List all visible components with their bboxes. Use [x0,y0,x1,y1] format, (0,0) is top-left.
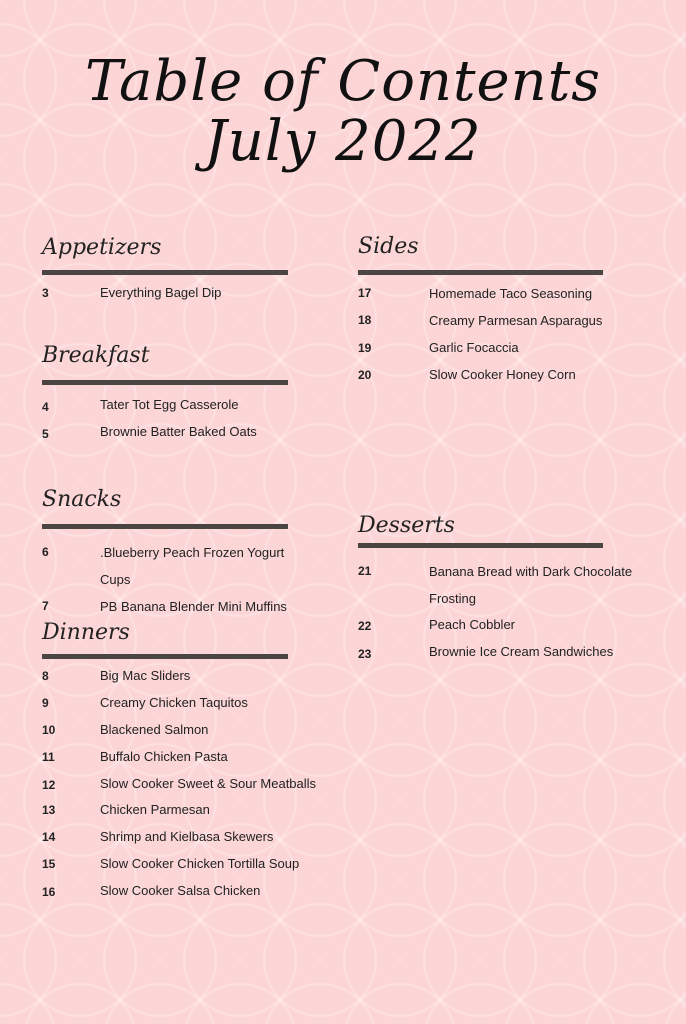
entry-title: Banana Bread with Dark Chocolate [429,564,633,579]
entry-page-number: 15 [42,857,56,871]
entry-title: Slow Cooker Salsa Chicken [100,883,261,898]
entry-title: PB Banana Blender Mini Muffins [100,599,287,614]
entry-page-number: 12 [42,778,56,792]
entry-page-number: 19 [358,341,372,355]
entry-page-number: 14 [42,830,56,844]
entry-page-number: 8 [42,669,49,683]
entry-title-continued: Frosting [429,591,476,606]
entry-title: Tater Tot Egg Casserole [100,397,239,412]
entry-title: .Blueberry Peach Frozen Yogurt [100,545,285,560]
entry-page-number: 6 [42,545,49,559]
entry-page-number: 3 [42,286,49,300]
entry-title: Brownie Batter Baked Oats [100,424,257,439]
section-heading-snacks: Snacks [42,487,122,512]
entry-title: Creamy Parmesan Asparagus [429,313,603,328]
entry-title: Creamy Chicken Taquitos [100,695,248,710]
section-heading-sides: Sides [358,234,419,259]
entry-page-number: 20 [358,368,372,382]
entry-page-number: 11 [42,750,55,764]
entry-title: Peach Cobbler [429,617,515,632]
entry-page-number: 5 [42,427,49,441]
entry-title: Slow Cooker Honey Corn [429,367,576,382]
entry-page-number: 17 [358,286,372,300]
entry-page-number: 4 [42,400,49,414]
section-heading-breakfast: Breakfast [42,343,150,368]
section-rule-appetizers [42,270,288,275]
entry-title-continued: Cups [100,572,131,587]
entry-page-number: 16 [42,885,56,899]
page-title-line-2: July 2022 [204,109,482,174]
entry-page-number: 9 [42,696,49,710]
entry-page-number: 13 [42,803,56,817]
section-heading-desserts: Desserts [358,513,455,538]
entry-title: Garlic Focaccia [429,340,519,355]
section-rule-dinners [42,654,288,659]
entry-page-number: 7 [42,599,49,613]
entry-title: Homemade Taco Seasoning [429,286,593,301]
entry-title: Chicken Parmesan [100,802,210,817]
entry-title: Shrimp and Kielbasa Skewers [100,829,274,844]
entry-title: Blackened Salmon [100,722,209,737]
entry-page-number: 23 [358,647,372,661]
section-heading-dinners: Dinners [42,620,130,645]
page-title-line-1: Table of Contents [85,49,601,114]
entry-page-number: 18 [358,313,372,327]
entry-title: Brownie Ice Cream Sandwiches [429,644,614,659]
entry-title: Big Mac Sliders [100,668,191,683]
entry-title: Buffalo Chicken Pasta [100,749,228,764]
entry-page-number: 21 [358,564,372,578]
section-rule-sides [358,270,603,275]
section-heading-appetizers: Appetizers [42,235,162,260]
entry-title: Everything Bagel Dip [100,285,222,300]
section-rule-desserts [358,543,603,548]
entry-page-number: 22 [358,619,372,633]
section-rule-snacks [42,524,288,529]
entry-title: Slow Cooker Sweet & Sour Meatballs [100,776,317,791]
entry-title: Slow Cooker Chicken Tortilla Soup [100,856,300,871]
entry-page-number: 10 [42,723,56,737]
section-rule-breakfast [42,380,288,385]
